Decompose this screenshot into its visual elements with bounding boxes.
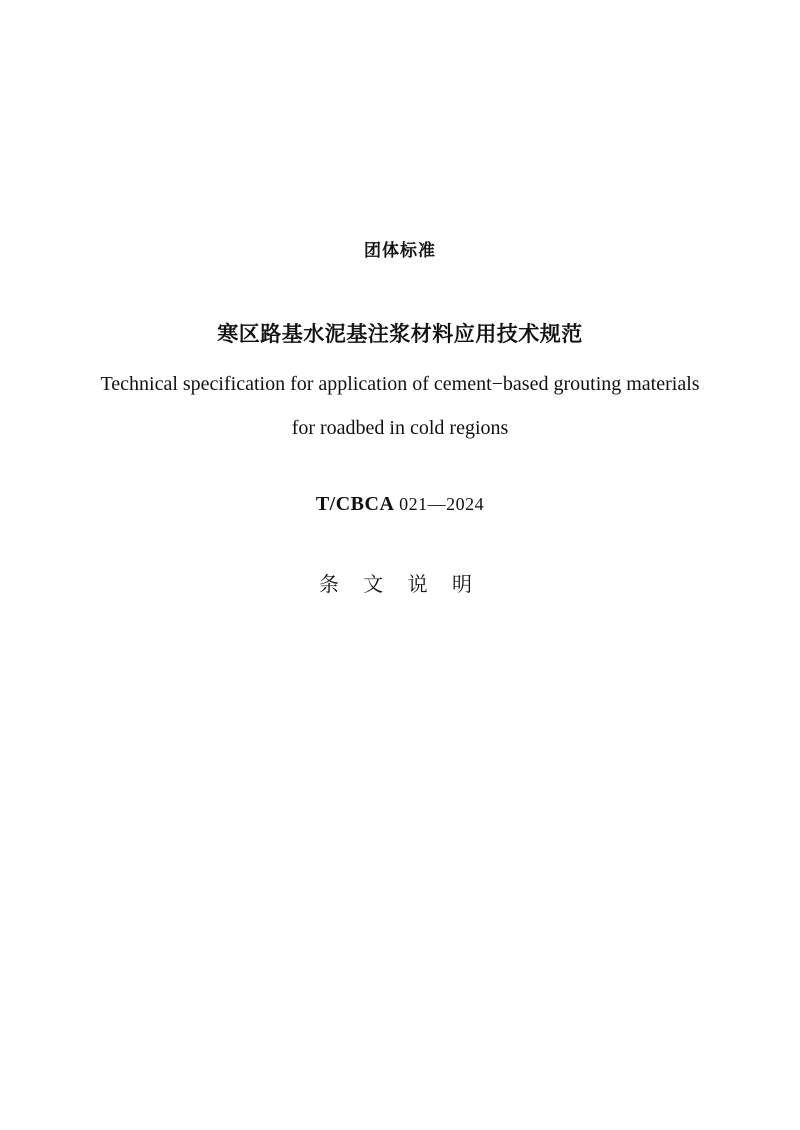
section-label: 条 文 说 明 (318, 572, 482, 596)
page-title-chinese: 寒区路基水泥基注浆材料应用技术规范 (217, 322, 583, 346)
standard-number-code: T/CBCA (315, 493, 395, 515)
standard-type-label: 团体标准 (364, 241, 436, 261)
standard-number (0, 493, 800, 516)
page-title-english (0, 368, 800, 444)
page-title-english-line-1: Technical specification for application of cement−based grouting materials (100, 373, 700, 395)
page-title-english-line-2: for roadbed in cold regions (291, 417, 509, 439)
standard-number-value: 021—2024 (399, 494, 485, 514)
